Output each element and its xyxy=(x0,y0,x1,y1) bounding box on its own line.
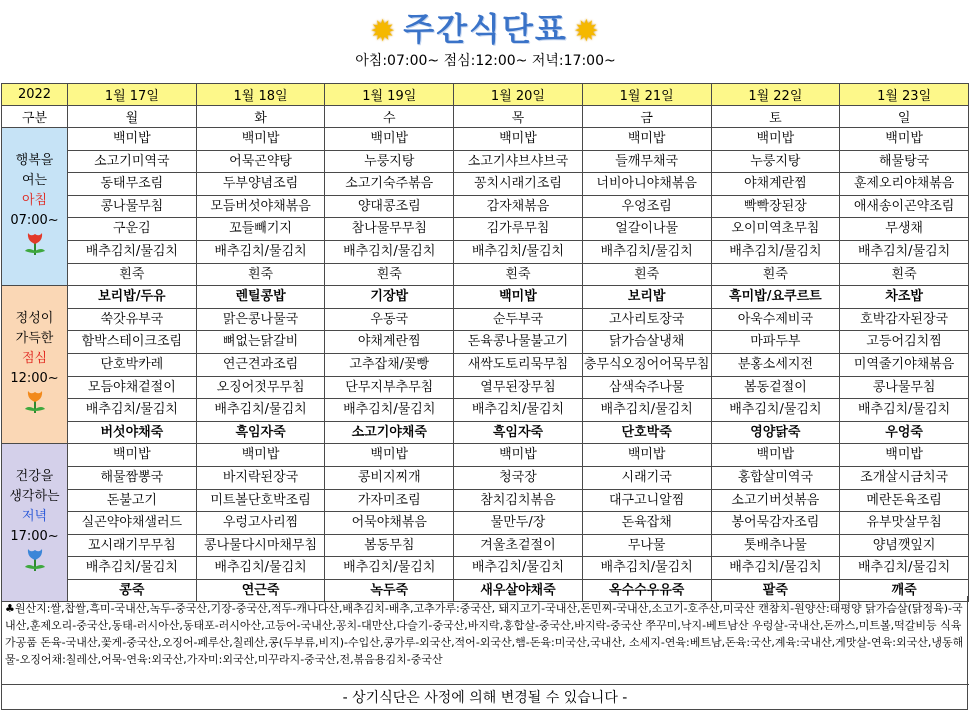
dinner-dish: 어묵야채볶음 xyxy=(325,512,454,535)
dinner-dish: 대구고니알찜 xyxy=(582,489,711,512)
lunch-dish: 쑥갓유부국 xyxy=(68,308,197,331)
breakfast-dish: 백미밥 xyxy=(454,128,583,151)
breakfast-dish: 배추김치/물김치 xyxy=(711,240,840,263)
date-cell: 1월 18일 xyxy=(196,84,325,106)
dinner-dish: 청국장 xyxy=(454,466,583,489)
lunch-label-line: 12:00~ xyxy=(10,371,59,387)
dinner-dish: 돈불고기 xyxy=(68,489,197,512)
date-cell: 1월 22일 xyxy=(711,84,840,106)
dinner-dish: 배추김치/물김치 xyxy=(582,557,711,580)
breakfast-dish: 배추김치/물김치 xyxy=(454,240,583,263)
breakfast-label-line: 아침 xyxy=(21,193,48,209)
breakfast-dish: 누룽지탕 xyxy=(711,150,840,173)
breakfast-dish: 백미밥 xyxy=(840,128,969,151)
breakfast-dish: 구운김 xyxy=(68,218,197,241)
lunch-dish: 우동국 xyxy=(325,308,454,331)
origin-notice: ♣원산지:쌀,찹쌀,흑미-국내산,녹두-중국산,기장-중국산,적두-캐나다산,배추김치-배추,고추가루:중국산, 돼지고기-국내산,돈민찌-국내산,소고기-호주산,미국산 캔참치-원양산:태평양 닭가슴살(닭정육)-국내산,훈제오리-중국산,동태-러시아산,동태포-러시아산,고등어-국내산,꽁치-대만산,다슬기-중국산,바지락,홍합살-중국산,바지락-중국산 쭈꾸미,낙지-베트남산 우렁살-국내산,돈까스,미트볼,떡갈비등 식육가공품 돈육-국내산,꽃게-중국산,오징어-페루산,칠레산,콩(두부류,비지)-수입산,콩가루-외국산,적어-외국산,햄-돈육:미국산,국내산, 소세지-연육:베트남,돈육:국산,계육:국내산,게맛살-연육:외국산,냉동해물-오징어채:칠레산,어묵-연육:외국산,가자미:외국산,미꾸라지-중국산,전,볶음용김치-중국산 xyxy=(5,602,964,666)
dinner-dish: 메란돈육조림 xyxy=(840,489,969,512)
breakfast-dish: 배추김치/물김치 xyxy=(840,240,969,263)
dinner-dish: 백미밥 xyxy=(196,444,325,467)
lunch-dish: 닭가슴살냉채 xyxy=(582,331,711,354)
weekday-cell: 목 xyxy=(454,106,583,128)
breakfast-dish: 흰죽 xyxy=(840,263,969,286)
breakfast-row xyxy=(2,128,969,151)
menu-table xyxy=(1,83,969,602)
title-area xyxy=(0,0,971,78)
lunch-dish: 차조밥 xyxy=(840,286,969,309)
page-title-wrap xyxy=(0,4,971,50)
dinner-dish: 배추김치/물김치 xyxy=(196,557,325,580)
date-cell: 1월 20일 xyxy=(454,84,583,106)
dinner-dish: 가자미조림 xyxy=(325,489,454,512)
breakfast-dish: 백미밥 xyxy=(582,128,711,151)
dinner-dish: 배추김치/물김치 xyxy=(840,557,969,580)
breakfast-dish: 야채계란찜 xyxy=(711,173,840,196)
lunch-label-line: 가득한 xyxy=(15,331,54,347)
dinner-dish: 물만두/장 xyxy=(454,512,583,535)
lunch-dish: 함박스테이크조림 xyxy=(68,331,197,354)
breakfast-dish: 흰죽 xyxy=(582,263,711,286)
dinner-dish: 실곤약야채샐러드 xyxy=(68,512,197,535)
lunch-dish: 버섯야채죽 xyxy=(68,421,197,444)
lunch-dish: 배추김치/물김치 xyxy=(454,399,583,422)
lunch-dish: 맑은콩나물국 xyxy=(196,308,325,331)
dinner-dish: 톳배추나물 xyxy=(711,534,840,557)
breakfast-dish: 우엉조림 xyxy=(582,195,711,218)
lunch-dish: 우엉죽 xyxy=(840,421,969,444)
lunch-dish: 마파두부 xyxy=(711,331,840,354)
breakfast-dish: 흰죽 xyxy=(454,263,583,286)
breakfast-dish: 김가루무침 xyxy=(454,218,583,241)
breakfast-dish: 감자채볶음 xyxy=(454,195,583,218)
dinner-dish: 백미밥 xyxy=(454,444,583,467)
lunch-dish: 배추김치/물김치 xyxy=(582,399,711,422)
meal-times: 아침:07:00~ 점심:12:00~ 저녁:17:00~ xyxy=(355,53,616,69)
lunch-dish: 보리밥/두유 xyxy=(68,286,197,309)
lunch-dish: 배추김치/물김치 xyxy=(840,399,969,422)
lunch-dish: 고추잡채/꽃빵 xyxy=(325,353,454,376)
breakfast-row xyxy=(2,195,969,218)
breakfast-dish: 꼬들빼기지 xyxy=(196,218,325,241)
lunch-dish: 뼈없는닭갈비 xyxy=(196,331,325,354)
lunch-dish: 단호박카레 xyxy=(68,353,197,376)
breakfast-row xyxy=(2,263,969,286)
dinner-dish: 무나물 xyxy=(582,534,711,557)
dinner-row xyxy=(2,534,969,557)
breakfast-dish: 오이미역초무침 xyxy=(711,218,840,241)
date-cell: 1월 23일 xyxy=(840,84,969,106)
lunch-label xyxy=(2,286,68,444)
dinner-dish: 백미밥 xyxy=(68,444,197,467)
lunch-dish: 단호박죽 xyxy=(582,421,711,444)
breakfast-dish: 누룽지탕 xyxy=(325,150,454,173)
breakfast-dish: 두부양념조림 xyxy=(196,173,325,196)
lunch-dish: 고등어김치찜 xyxy=(840,331,969,354)
breakfast-label xyxy=(2,128,68,286)
dinner-dish: 미트볼단호박조림 xyxy=(196,489,325,512)
footer-notice: - 상기식단은 사정에 의해 변경될 수 있습니다 - xyxy=(1,684,969,711)
breakfast-dish: 양대콩조림 xyxy=(325,195,454,218)
lunch-dish: 백미밥 xyxy=(454,286,583,309)
dinner-dish: 백미밥 xyxy=(711,444,840,467)
breakfast-dish: 훈제오리야채볶음 xyxy=(840,173,969,196)
breakfast-label-line: 여는 xyxy=(21,173,48,189)
lunch-dish: 소고기야채죽 xyxy=(325,421,454,444)
lunch-row xyxy=(2,421,969,444)
breakfast-dish: 콩나물무침 xyxy=(68,195,197,218)
lunch-dish: 배추김치/물김치 xyxy=(325,399,454,422)
dinner-dish: 바지락된장국 xyxy=(196,466,325,489)
sun-icon: ✹ xyxy=(573,13,601,49)
lunch-dish: 분홍소세지전 xyxy=(711,353,840,376)
lunch-row xyxy=(2,399,969,422)
weekday-cell: 금 xyxy=(582,106,711,128)
breakfast-dish: 배추김치/물김치 xyxy=(582,240,711,263)
weekday-cell: 월 xyxy=(68,106,197,128)
dinner-label-line: 17:00~ xyxy=(10,529,59,545)
tulip-icon xyxy=(2,389,67,420)
dinner-dish: 팥죽 xyxy=(711,579,840,602)
lunch-row xyxy=(2,286,969,309)
lunch-dish: 기장밥 xyxy=(325,286,454,309)
breakfast-dish: 애새송이곤약조림 xyxy=(840,195,969,218)
lunch-row xyxy=(2,353,969,376)
lunch-dish: 모듬야채겉절이 xyxy=(68,376,197,399)
breakfast-dish: 배추김치/물김치 xyxy=(68,240,197,263)
breakfast-dish: 어묵곤약탕 xyxy=(196,150,325,173)
dinner-row xyxy=(2,444,969,467)
lunch-dish: 봄동겉절이 xyxy=(711,376,840,399)
lunch-dish: 돈육콩나물불고기 xyxy=(454,331,583,354)
lunch-row xyxy=(2,331,969,354)
dinner-row xyxy=(2,489,969,512)
lunch-dish: 삼색숙주나물 xyxy=(582,376,711,399)
breakfast-dish: 배추김치/물김치 xyxy=(325,240,454,263)
dinner-dish: 새우살야채죽 xyxy=(454,579,583,602)
dinner-dish: 백미밥 xyxy=(582,444,711,467)
lunch-dish: 새싹도토리묵무침 xyxy=(454,353,583,376)
breakfast-dish: 흰죽 xyxy=(325,263,454,286)
breakfast-row xyxy=(2,173,969,196)
page-title: 주간식단표 xyxy=(403,10,568,48)
dinner-dish: 콩나물다시마채무침 xyxy=(196,534,325,557)
dinner-dish: 배추김치/물김치 xyxy=(454,557,583,580)
lunch-dish: 보리밥 xyxy=(582,286,711,309)
breakfast-dish: 꽁치시래기조림 xyxy=(454,173,583,196)
date-row xyxy=(2,84,969,106)
breakfast-dish: 모듬버섯야채볶음 xyxy=(196,195,325,218)
date-cell: 1월 21일 xyxy=(582,84,711,106)
breakfast-dish: 해물탕국 xyxy=(840,150,969,173)
dinner-dish: 깨죽 xyxy=(840,579,969,602)
dinner-dish: 봄동무침 xyxy=(325,534,454,557)
dinner-dish: 시래기국 xyxy=(582,466,711,489)
lunch-dish: 단무지부추무침 xyxy=(325,376,454,399)
lunch-dish: 오징어젓무무침 xyxy=(196,376,325,399)
lunch-dish: 흑미밥/요쿠르트 xyxy=(711,286,840,309)
date-cell: 1월 17일 xyxy=(68,84,197,106)
dinner-dish: 옥수수우유죽 xyxy=(582,579,711,602)
breakfast-dish: 너비아니야채볶음 xyxy=(582,173,711,196)
breakfast-dish: 빡빡장된장 xyxy=(711,195,840,218)
lunch-row xyxy=(2,376,969,399)
breakfast-dish: 동태무조림 xyxy=(68,173,197,196)
breakfast-dish: 흰죽 xyxy=(68,263,197,286)
weekday-cell: 토 xyxy=(711,106,840,128)
dinner-dish: 백미밥 xyxy=(840,444,969,467)
dinner-row xyxy=(2,557,969,580)
dinner-label xyxy=(2,444,68,602)
dinner-row xyxy=(2,512,969,535)
dinner-dish: 배추김치/물김치 xyxy=(711,557,840,580)
dinner-dish: 해물짬뽕국 xyxy=(68,466,197,489)
weekday-row xyxy=(2,106,969,128)
sun-icon: ✹ xyxy=(370,13,398,49)
weekday-cell: 수 xyxy=(325,106,454,128)
lunch-dish: 순두부국 xyxy=(454,308,583,331)
dinner-dish: 배추김치/물김치 xyxy=(325,557,454,580)
breakfast-row xyxy=(2,218,969,241)
breakfast-row xyxy=(2,240,969,263)
breakfast-dish: 흰죽 xyxy=(196,263,325,286)
dinner-dish: 콩죽 xyxy=(68,579,197,602)
tulip-icon xyxy=(2,547,67,578)
lunch-dish: 배추김치/물김치 xyxy=(711,399,840,422)
lunch-dish: 영양닭죽 xyxy=(711,421,840,444)
dinner-label-line: 저녁 xyxy=(21,509,48,525)
weekday-cell: 일 xyxy=(840,106,969,128)
lunch-dish: 흑임자죽 xyxy=(196,421,325,444)
lunch-dish: 흑임자죽 xyxy=(454,421,583,444)
dinner-dish: 우렁고사리찜 xyxy=(196,512,325,535)
lunch-dish: 고사리토장국 xyxy=(582,308,711,331)
dinner-dish: 소고기버섯볶음 xyxy=(711,489,840,512)
lunch-dish: 충무식오징어어묵무침 xyxy=(582,353,711,376)
lunch-dish: 미역줄기야채볶음 xyxy=(840,353,969,376)
date-cell: 1월 19일 xyxy=(325,84,454,106)
breakfast-dish: 흰죽 xyxy=(711,263,840,286)
dinner-dish: 백미밥 xyxy=(325,444,454,467)
breakfast-dish: 소고기미역국 xyxy=(68,150,197,173)
lunch-dish: 열무된장무침 xyxy=(454,376,583,399)
dinner-dish: 유부맛살무침 xyxy=(840,512,969,535)
dinner-dish: 배추김치/물김치 xyxy=(68,557,197,580)
breakfast-dish: 백미밥 xyxy=(711,128,840,151)
dinner-dish: 콩비지찌개 xyxy=(325,466,454,489)
lunch-row xyxy=(2,308,969,331)
lunch-dish: 배추김치/물김치 xyxy=(196,399,325,422)
lunch-label-line: 정성이 xyxy=(15,311,54,327)
breakfast-dish: 얼갈이나물 xyxy=(582,218,711,241)
dinner-dish: 조개살시금치국 xyxy=(840,466,969,489)
breakfast-row xyxy=(2,150,969,173)
lunch-dish: 야채계란찜 xyxy=(325,331,454,354)
breakfast-dish: 들깨무채국 xyxy=(582,150,711,173)
breakfast-dish: 무생채 xyxy=(840,218,969,241)
dinner-dish: 홍합살미역국 xyxy=(711,466,840,489)
lunch-dish: 콩나물무침 xyxy=(840,376,969,399)
weekday-cell: 화 xyxy=(196,106,325,128)
dinner-dish: 돈육잡채 xyxy=(582,512,711,535)
dinner-row xyxy=(2,466,969,489)
dinner-dish: 양념깻잎지 xyxy=(840,534,969,557)
breakfast-dish: 백미밥 xyxy=(325,128,454,151)
dinner-dish: 겨울초겉절이 xyxy=(454,534,583,557)
breakfast-dish: 소고기숙주볶음 xyxy=(325,173,454,196)
lunch-dish: 배추김치/물김치 xyxy=(68,399,197,422)
lunch-dish: 연근견과조림 xyxy=(196,353,325,376)
dinner-dish: 참치김치볶음 xyxy=(454,489,583,512)
tulip-icon xyxy=(2,231,67,262)
breakfast-label-line: 행복을 xyxy=(15,153,54,169)
dinner-dish: 봉어묵감자조림 xyxy=(711,512,840,535)
lunch-dish: 렌틸콩밥 xyxy=(196,286,325,309)
breakfast-dish: 백미밥 xyxy=(68,128,197,151)
gubun-cell: 구분 xyxy=(2,106,68,128)
breakfast-dish: 소고기샤브샤브국 xyxy=(454,150,583,173)
dinner-dish: 연근죽 xyxy=(196,579,325,602)
breakfast-dish: 백미밥 xyxy=(196,128,325,151)
breakfast-label-line: 07:00~ xyxy=(10,213,59,229)
dinner-dish: 녹두죽 xyxy=(325,579,454,602)
lunch-dish: 아욱수제비국 xyxy=(711,308,840,331)
year-cell: 2022 xyxy=(2,84,68,106)
breakfast-dish: 참나물무무침 xyxy=(325,218,454,241)
lunch-label-line: 점심 xyxy=(21,351,48,367)
dinner-dish: 꼬시래기무무침 xyxy=(68,534,197,557)
dinner-label-line: 생각하는 xyxy=(9,489,60,505)
dinner-label-line: 건강을 xyxy=(15,469,54,485)
lunch-dish: 호박감자된장국 xyxy=(840,308,969,331)
breakfast-dish: 배추김치/물김치 xyxy=(196,240,325,263)
